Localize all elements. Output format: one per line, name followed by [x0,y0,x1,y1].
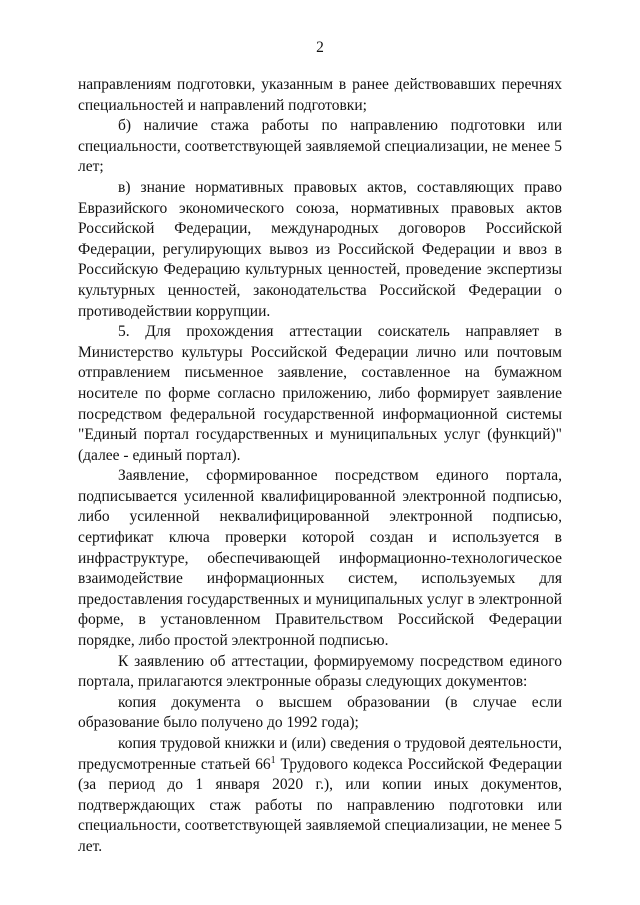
page-number: 2 [316,39,324,56]
work-record-text-start: копия трудовой книжки и (или) сведения о трудовой деятельности, предусмотренные статьей 66 [78,735,562,773]
paragraph-clause-5: 5. Для прохождения аттестации соискатель направляет в Министерство культуры Российской Федерации лично или почтовым отправлением письменное заявление, составленное на бумажном носителе по форме согласно приложению, либо формирует заявление посредством федеральной государственной информационной системы "Единый портал государственных и муниципальных услуг (функций)" (далее - единый портал). [78,323,562,464]
paragraph-work-record-copy [78,734,562,858]
work-record-text-end: Трудового кодекса Российской Федерации (за период до 1 января 2020 г.), или копии иных документов, подтверждающих стаж работы по направлению подготовки или специальности, соответствующей заявляемой специализации, не менее 5 лет. [78,755,563,855]
paragraph-item-v: в) знание нормативных правовых актов, составляющих право Евразийского экономического союза, нормативных правовых актов Российской Федерации, международных договоров Российской Федерации, регулирующих вывоз из Российской Федерации и ввоз в Российскую Федерацию культурных ценностей, проведение экспертизы культурных ценностей, законодательства Российской Федерации о противодействии коррупции. [78,178,562,320]
paragraph-item-b: б) наличие стажа работы по направлению подготовки или специальности, соответствующей заявляемой специализации, не менее 5 лет; [78,117,562,176]
document-body [78,75,562,858]
paragraph-application-signature: Заявление, сформированное посредством единого портала, подписывается усиленной квалифицированной электронной подписью, либо усиленной неквалифицированной электронной подписью, сертификат ключа проверки которой создан и используется в инфраструктуре, обеспечивающей информационно-технологическое взаимодействие информационных систем, используемых для предоставления государственных и муниципальных услуг в электронной форме, в установленном Правительством Российской Федерации порядке, либо простой электронной подписью. [78,467,562,650]
article-superscript: 1 [270,754,276,766]
paragraph-diploma-copy: копия документа о высшем образовании (в случае если образование было получено до 1992 года); [78,693,562,732]
paragraph-continuation: направлениям подготовки, указанным в ранее действовавших перечнях специальностей и направлений подготовки; [78,76,562,114]
paragraph-attachments-intro: К заявлению об аттестации, формируемому посредством единого портала, прилагаются электронные образы следующих документов: [78,652,562,691]
